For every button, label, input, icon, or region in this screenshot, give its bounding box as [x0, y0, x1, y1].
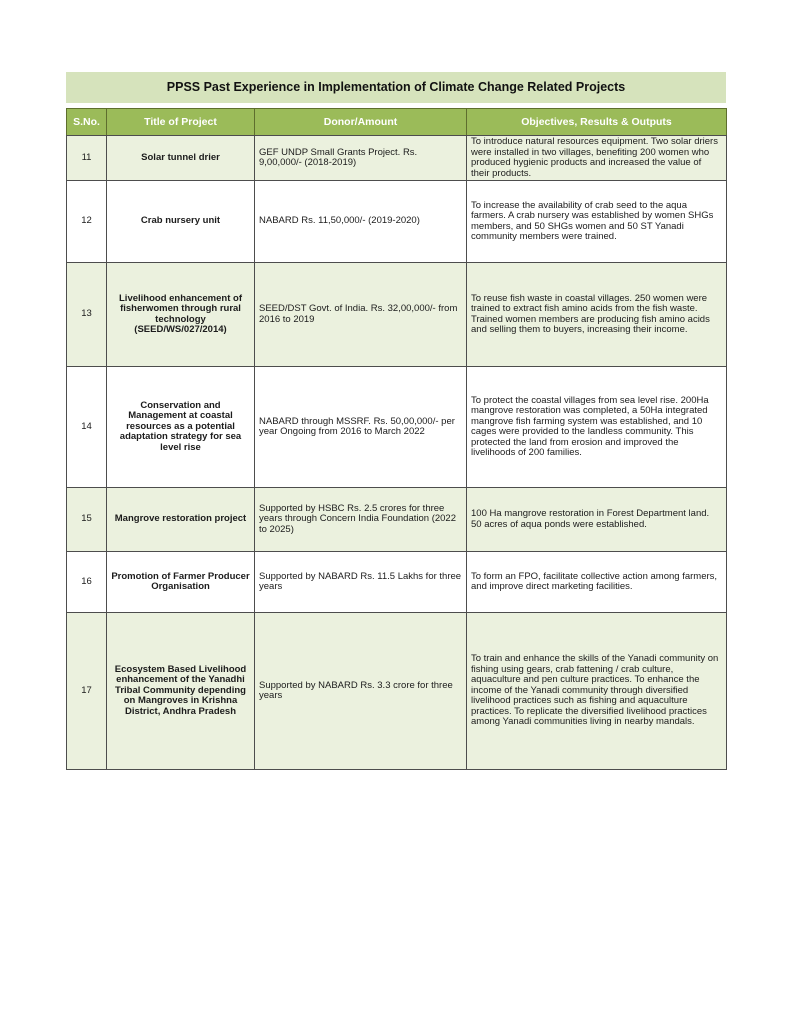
- table-row: [67, 488, 727, 552]
- table-row: [67, 263, 727, 367]
- table-header-row: [67, 109, 727, 136]
- table-row: [67, 552, 727, 613]
- project-title-cell: Conservation and Management at coastal resources as a potential adaptation strategy for sea level rise: [107, 367, 255, 488]
- objectives-cell: To reuse fish waste in coastal villages. 250 women were trained to extract fish amino acids from the fish waste. Trained women members are producing fish amino acids and selling them to buyers, increasing their income.: [467, 263, 727, 367]
- projects-table: [66, 108, 727, 770]
- column-header-objectives: Objectives, Results & Outputs: [467, 109, 727, 136]
- column-header-sno: S.No.: [67, 109, 107, 136]
- sno-cell: 15: [67, 488, 107, 552]
- sno-cell: 16: [67, 552, 107, 613]
- project-title-cell: Solar tunnel drier: [107, 136, 255, 181]
- donor-cell: NABARD Rs. 11,50,000/- (2019-2020): [255, 181, 467, 263]
- table-row: [67, 367, 727, 488]
- sno-cell: 12: [67, 181, 107, 263]
- donor-cell: SEED/DST Govt. of India. Rs. 32,00,000/- from 2016 to 2019: [255, 263, 467, 367]
- objectives-cell: 100 Ha mangrove restoration in Forest Department land. 50 acres of aqua ponds were established.: [467, 488, 727, 552]
- table-row: [67, 613, 727, 770]
- projects-table-document: [66, 72, 726, 770]
- project-title-cell: Promotion of Farmer Producer Organisation: [107, 552, 255, 613]
- donor-cell: Supported by NABARD Rs. 11.5 Lakhs for three years: [255, 552, 467, 613]
- project-title-cell: Crab nursery unit: [107, 181, 255, 263]
- sno-cell: 17: [67, 613, 107, 770]
- donor-cell: Supported by NABARD Rs. 3.3 crore for three years: [255, 613, 467, 770]
- objectives-cell: To increase the availability of crab seed to the aqua farmers. A crab nursery was established by women SHGs members, and 50 SHGs women and 50 ST Yanadi community members were trained.: [467, 181, 727, 263]
- donor-cell: GEF UNDP Small Grants Project. Rs. 9,00,000/- (2018-2019): [255, 136, 467, 181]
- table-row: [67, 181, 727, 263]
- donor-cell: Supported by HSBC Rs. 2.5 crores for three years through Concern India Foundation (2022 to 2025): [255, 488, 467, 552]
- sno-cell: 11: [67, 136, 107, 181]
- project-title-cell: Mangrove restoration project: [107, 488, 255, 552]
- objectives-cell: To protect the coastal villages from sea level rise. 200Ha mangrove restoration was completed, a 50Ha integrated mangrove fish farming system was established, and 10 cages were provided to the landless community. This protected the land from erosion and improved the livelihoods of 200 families.: [467, 367, 727, 488]
- objectives-cell: To form an FPO, facilitate collective action among farmers, and improve direct marketing facilities.: [467, 552, 727, 613]
- column-header-title: Title of Project: [107, 109, 255, 136]
- column-header-donor: Donor/Amount: [255, 109, 467, 136]
- donor-cell: NABARD through MSSRF. Rs. 50,00,000/- per year Ongoing from 2016 to March 2022: [255, 367, 467, 488]
- project-title-cell: Livelihood enhancement of fisherwomen through rural technology (SEED/WS/027/2014): [107, 263, 255, 367]
- project-title-cell: Ecosystem Based Livelihood enhancement of the Yanadhi Tribal Community depending on Mangroves in Krishna District, Andhra Pradesh: [107, 613, 255, 770]
- objectives-cell: To train and enhance the skills of the Yanadi community on fishing using gears, crab fattening / crab culture, aquaculture and pen culture practices. To enhance the income of the Yanadi community through diversified livelihood practices such as fishing and aquaculture practices. To replicate the diversified livelihood practices among Yanadi communities living in nearby mandals.: [467, 613, 727, 770]
- objectives-cell: To introduce natural resources equipment. Two solar driers were installed in two villages, benefiting 200 women who produced hygienic products and increased the value of their products.: [467, 136, 727, 181]
- table-title: PPSS Past Experience in Implementation of Climate Change Related Projects: [66, 72, 726, 103]
- sno-cell: 13: [67, 263, 107, 367]
- sno-cell: 14: [67, 367, 107, 488]
- table-row: [67, 136, 727, 181]
